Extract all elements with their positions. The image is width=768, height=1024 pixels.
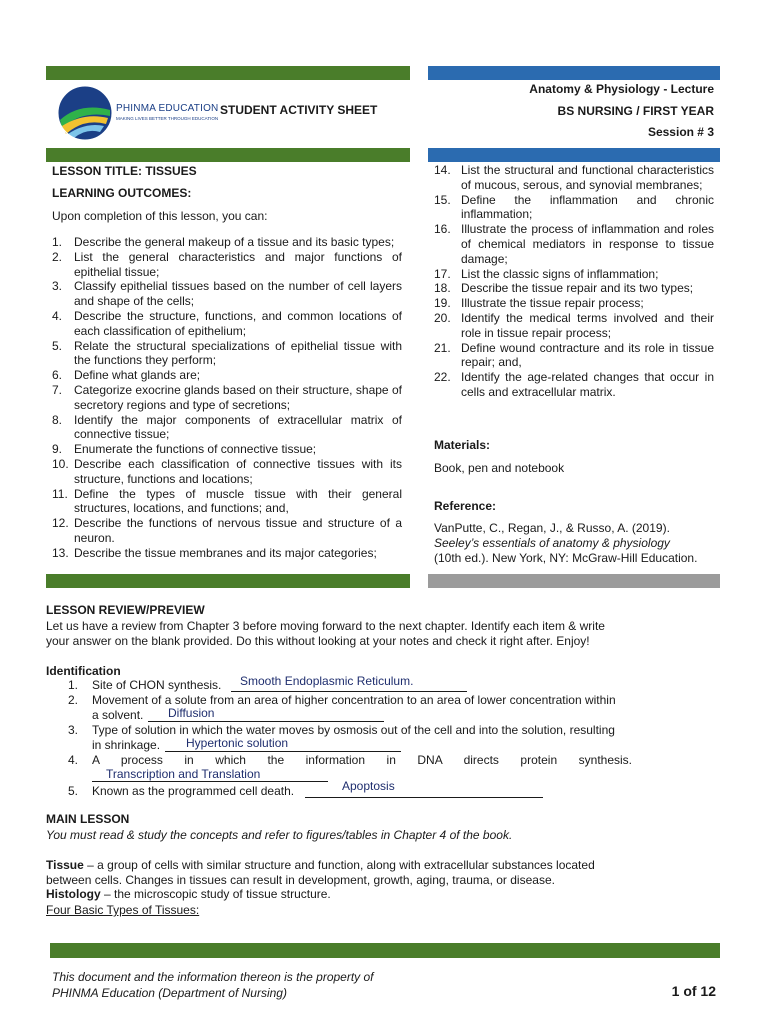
review-heading: LESSON REVIEW/PREVIEW — [46, 603, 205, 617]
phinma-logo — [56, 84, 219, 142]
logo-text: PHINMA EDUCATION — [116, 103, 219, 114]
outcome-text: Classify epithelial tissues based on the number of cell layers and shape of the cells; — [74, 279, 402, 309]
outcome-item — [52, 442, 402, 457]
outcome-number: 8. — [52, 412, 63, 427]
outcome-number: 16. — [434, 222, 451, 237]
lesson-blue-bar — [428, 148, 720, 162]
outcome-text: Describe the functions of nervous tissue and structure of a neuron. — [74, 516, 402, 545]
outcome-item — [52, 516, 402, 546]
outcome-item — [434, 370, 714, 400]
main-lesson-instruction: You must read & study the concepts and refer to figures/tables in Chapter 4 of the book. — [46, 828, 513, 842]
outcome-number: 22. — [434, 370, 451, 385]
reference-line-3: (10th ed.). New York, NY: McGraw-Hill Education. — [434, 551, 698, 565]
outcome-text: Describe each classification of connective tissues with its structure, functions and locations; — [74, 456, 402, 486]
answer-blank[interactable] — [305, 785, 543, 798]
outcome-number: 5. — [52, 338, 63, 353]
reference-line-1: VanPutte, C., Regan, J., & Russo, A. (2019). — [434, 521, 670, 535]
outcome-text: Describe the tissue repair and its two types; — [461, 281, 694, 296]
review-intro-2: your answer on the blank provided. Do this without looking at your notes and check it right after. Enjoy! — [46, 634, 590, 648]
question-text: A process in which the information in DNA directs protein synthesis. — [92, 753, 632, 767]
outcome-text: Describe the structure, functions, and common locations of each classification of epithelium; — [74, 308, 402, 338]
outcome-number: 13. — [52, 545, 69, 560]
outcome-item — [52, 383, 402, 413]
tissue-def-2: between cells. Changes in tissues can result in development, growth, aging, trauma, or disease. — [46, 873, 555, 887]
program-name: BS NURSING / FIRST YEAR — [557, 104, 714, 118]
lesson-title: LESSON TITLE: TISSUES — [52, 164, 197, 178]
session-number: Session # 3 — [647, 125, 714, 139]
outcomes-list-right — [434, 163, 714, 400]
lesson-green-bar — [46, 148, 410, 162]
outcome-text: List the classic signs of inflammation; — [461, 266, 659, 281]
answer-text: Apoptosis — [342, 779, 395, 793]
outcome-text: List the general characteristics and major functions of epithelial tissue; — [74, 249, 402, 279]
sheet-title: STUDENT ACTIVITY SHEET — [220, 103, 378, 117]
materials-text: Book, pen and notebook — [434, 461, 565, 475]
outcome-number: 4. — [52, 308, 63, 323]
question-text: Known as the programmed cell death. — [92, 784, 295, 798]
outcome-number: 3. — [52, 279, 63, 294]
outcome-item — [434, 267, 714, 282]
footer-line-2: PHINMA Education (Department of Nursing) — [52, 986, 287, 1000]
header-blue-bar — [428, 66, 720, 80]
histology-term: Histology — [46, 887, 101, 901]
four-types-heading: Four Basic Types of Tissues: — [46, 903, 200, 917]
outcome-item — [52, 546, 402, 561]
outcomes-list-left — [52, 235, 402, 561]
page-number: 1 of 12 — [671, 983, 716, 999]
outcome-text: Categorize exocrine glands based on their structure, shape of secretory regions and type of secretions; — [74, 382, 402, 412]
outcome-number: 14. — [434, 163, 451, 177]
outcome-item — [52, 413, 402, 443]
review-intro-1: Let us have a review from Chapter 3 before moving forward to the next chapter. Identify each item & write — [46, 619, 605, 633]
outcome-text: Define wound contracture and its role in tissue repair; and, — [461, 340, 714, 370]
outcome-item — [52, 368, 402, 383]
outcome-number: 1. — [52, 235, 63, 249]
outcome-number: 18. — [434, 281, 451, 296]
outcome-item — [52, 487, 402, 517]
outcome-text: Define the types of muscle tissue with their general structures, locations, and functions; and, — [74, 486, 402, 516]
outcome-text: Illustrate the process of inflammation and roles of chemical mediators in response to tissue damage; — [461, 222, 714, 266]
section-gray-bar — [428, 574, 720, 588]
outcome-number: 9. — [52, 442, 63, 457]
tissue-definition — [46, 858, 726, 873]
outcome-text: Enumerate the functions of connective tissue; — [74, 442, 317, 457]
outcome-item — [52, 250, 402, 280]
histology-definition — [46, 887, 331, 902]
question-text: Movement of a solute from an area of higher concentration to an area of lower concentration within — [92, 693, 616, 707]
outcome-text: List the structural and functional characteristics of mucous, serous, and synovial membranes; — [461, 163, 714, 192]
outcome-item — [434, 341, 714, 371]
outcome-number: 10. — [52, 456, 69, 471]
outcome-text: Identify the age-related changes that occur in cells and extracellular matrix. — [461, 370, 714, 399]
outcome-item — [434, 163, 714, 193]
outcome-number: 2. — [52, 249, 63, 264]
logo-tagline: MAKING LIVES BETTER THROUGH EDUCATION — [116, 116, 219, 121]
course-name: Anatomy & Physiology - Lecture — [529, 82, 714, 96]
outcome-text: Relate the structural specializations of epithelial tissue with the functions they perform; — [74, 338, 402, 368]
footer-green-bar — [50, 943, 720, 958]
outcome-text: Define what glands are; — [74, 368, 201, 383]
outcome-text: Define the inflammation and chronic inflammation; — [461, 192, 714, 222]
reference-heading: Reference: — [434, 499, 497, 513]
outcome-item — [434, 193, 714, 223]
outcome-item — [434, 222, 714, 266]
outcome-item — [52, 339, 402, 369]
outcome-item — [52, 309, 402, 339]
outcome-item — [434, 296, 714, 311]
outcome-text: Identify the medical terms involved and their role in tissue repair process; — [461, 310, 714, 340]
outcome-number: 11. — [52, 486, 68, 501]
outcome-item — [52, 457, 402, 487]
outcome-number: 12. — [52, 516, 69, 531]
question-text-cont: in shrinkage. — [92, 738, 161, 752]
outcome-item — [434, 311, 714, 341]
outcome-number: 15. — [434, 192, 451, 207]
question-text-cont: a solvent. — [92, 708, 144, 722]
outcome-number: 17. — [434, 266, 451, 281]
outcome-number: 6. — [52, 368, 63, 383]
outcome-number: 7. — [52, 382, 63, 397]
tissue-def-1: – a group of cells with similar structure and function, along with extracellular substances located — [83, 858, 595, 872]
answer-text: Smooth Endoplasmic Reticulum. — [240, 674, 414, 688]
outcome-number: 20. — [434, 310, 451, 325]
main-lesson-heading: MAIN LESSON — [46, 812, 130, 826]
outcome-text: Describe the tissue membranes and its major categories; — [74, 545, 377, 560]
outcome-item — [52, 279, 402, 309]
outcome-number: 19. — [434, 296, 451, 311]
outcomes-intro: Upon completion of this lesson, you can: — [52, 209, 268, 223]
outcome-item — [52, 235, 402, 250]
identification-heading: Identification — [46, 664, 121, 678]
question-text: Type of solution in which the water moves by osmosis out of the cell and into the solution, resulting — [92, 723, 615, 737]
section-green-bar — [46, 574, 410, 588]
answer-text: Hypertonic solution — [186, 736, 289, 750]
outcome-item — [434, 281, 714, 296]
outcome-number: 21. — [434, 340, 451, 355]
outcomes-heading: LEARNING OUTCOMES: — [52, 186, 192, 200]
question-text: Site of CHON synthesis. — [92, 678, 222, 692]
answer-text: Diffusion — [168, 706, 215, 720]
answer-text: Transcription and Translation — [106, 767, 261, 781]
materials-heading: Materials: — [434, 438, 491, 452]
histology-def: – the microscopic study of tissue structure. — [100, 887, 331, 901]
reference-line-2: Seeley’s essentials of anatomy & physiology — [434, 536, 670, 550]
outcome-text: Describe the general makeup of a tissue and its basic types; — [74, 235, 395, 249]
header-green-bar — [46, 66, 410, 80]
outcome-text: Illustrate the tissue repair process; — [461, 296, 644, 311]
phinma-logo-icon — [56, 84, 114, 142]
tissue-term: Tissue — [46, 858, 84, 872]
outcome-text: Identify the major components of extracellular matrix of connective tissue; — [74, 412, 402, 442]
footer-line-1: This document and the information thereon is the property of — [52, 970, 374, 984]
